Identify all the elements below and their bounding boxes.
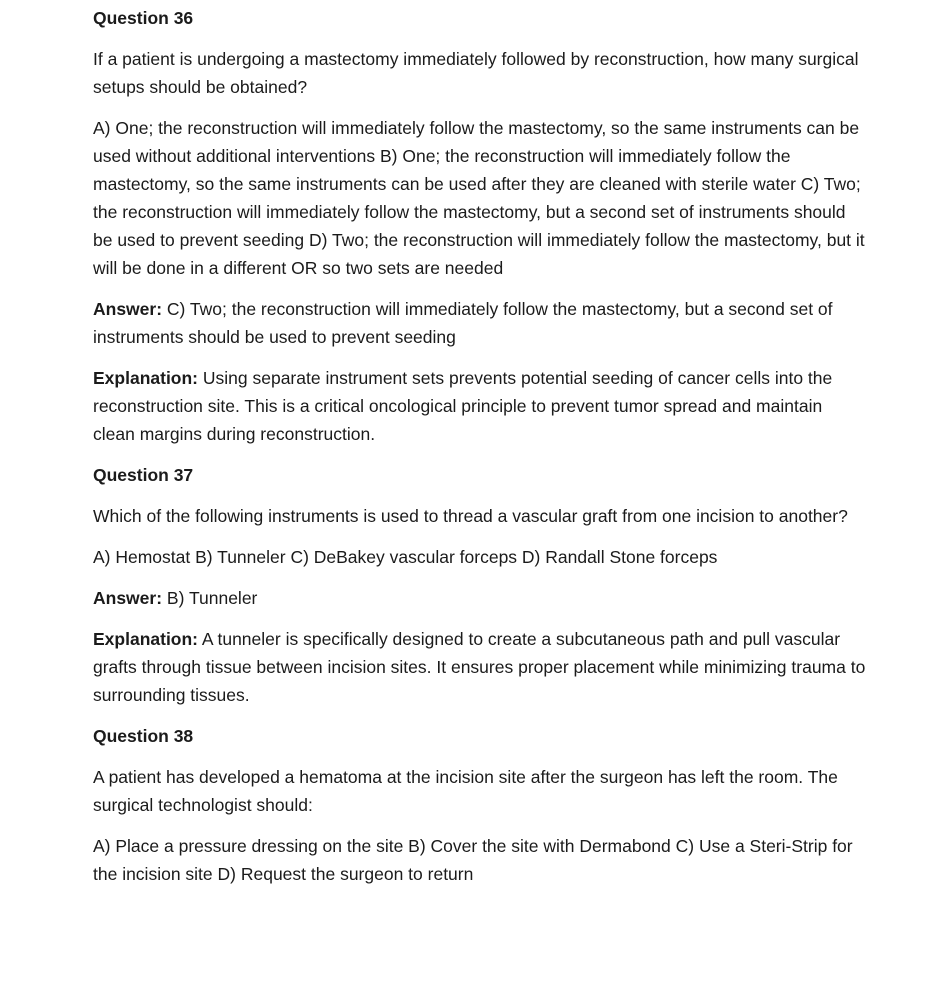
question-36-text: If a patient is undergoing a mastectomy immediately followed by reconstruction, how many surgical setups should be obtained? xyxy=(93,49,859,97)
question-36-options: A) One; the reconstruction will immediately follow the mastectomy, so the same instruments can be used without additional interventions B) One; the reconstruction will immediately follow the mastectomy, so the same instruments can be used after they are cleaned with sterile water C) Two; the reconstruction will immediately follow the mastectomy, but a second set of instruments should be used to prevent seeding D) Two; the reconstruction will immediately follow the mastectomy, but it will be done in a different OR so two sets are needed xyxy=(93,118,865,278)
explanation-label: Explanation: xyxy=(93,629,199,649)
explanation-text: Using separate instrument sets prevents potential seeding of cancer cells into the reconstruction site. This is a critical oncological principle to prevent tumor spread and maintain clean margins during reconstruction. xyxy=(93,368,833,444)
answer-label: Answer: xyxy=(93,588,163,608)
question-36-explanation xyxy=(93,364,868,448)
question-36-answer xyxy=(93,295,868,351)
question-37-explanation xyxy=(93,625,868,709)
question-block-37 xyxy=(93,461,868,709)
question-37-text: Which of the following instruments is used to thread a vascular graft from one incision to another? xyxy=(93,506,848,526)
question-block-38 xyxy=(93,722,868,888)
question-38-text: A patient has developed a hematoma at the incision site after the surgeon has left the room. The surgical technologist should: xyxy=(93,767,838,815)
question-37-answer xyxy=(93,584,868,612)
answer-text: B) Tunneler xyxy=(162,588,258,608)
question-36-heading: Question 36 xyxy=(93,8,194,28)
question-37-heading: Question 37 xyxy=(93,465,194,485)
question-block-36 xyxy=(93,4,868,448)
explanation-text: A tunneler is specifically designed to create a subcutaneous path and pull vascular grafts through tissue between incision sites. It ensures proper placement while minimizing trauma to surrounding tissues. xyxy=(93,629,866,705)
answer-label: Answer: xyxy=(93,299,163,319)
explanation-label: Explanation: xyxy=(93,368,199,388)
answer-text: C) Two; the reconstruction will immediately follow the mastectomy, but a second set of instruments should be used to prevent seeding xyxy=(93,299,833,347)
question-38-heading: Question 38 xyxy=(93,726,194,746)
question-38-options: A) Place a pressure dressing on the site B) Cover the site with Dermabond C) Use a Steri-Strip for the incision site D) Request the surgeon to return xyxy=(93,836,853,884)
question-37-options: A) Hemostat B) Tunneler C) DeBakey vascular forceps D) Randall Stone forceps xyxy=(93,547,718,567)
